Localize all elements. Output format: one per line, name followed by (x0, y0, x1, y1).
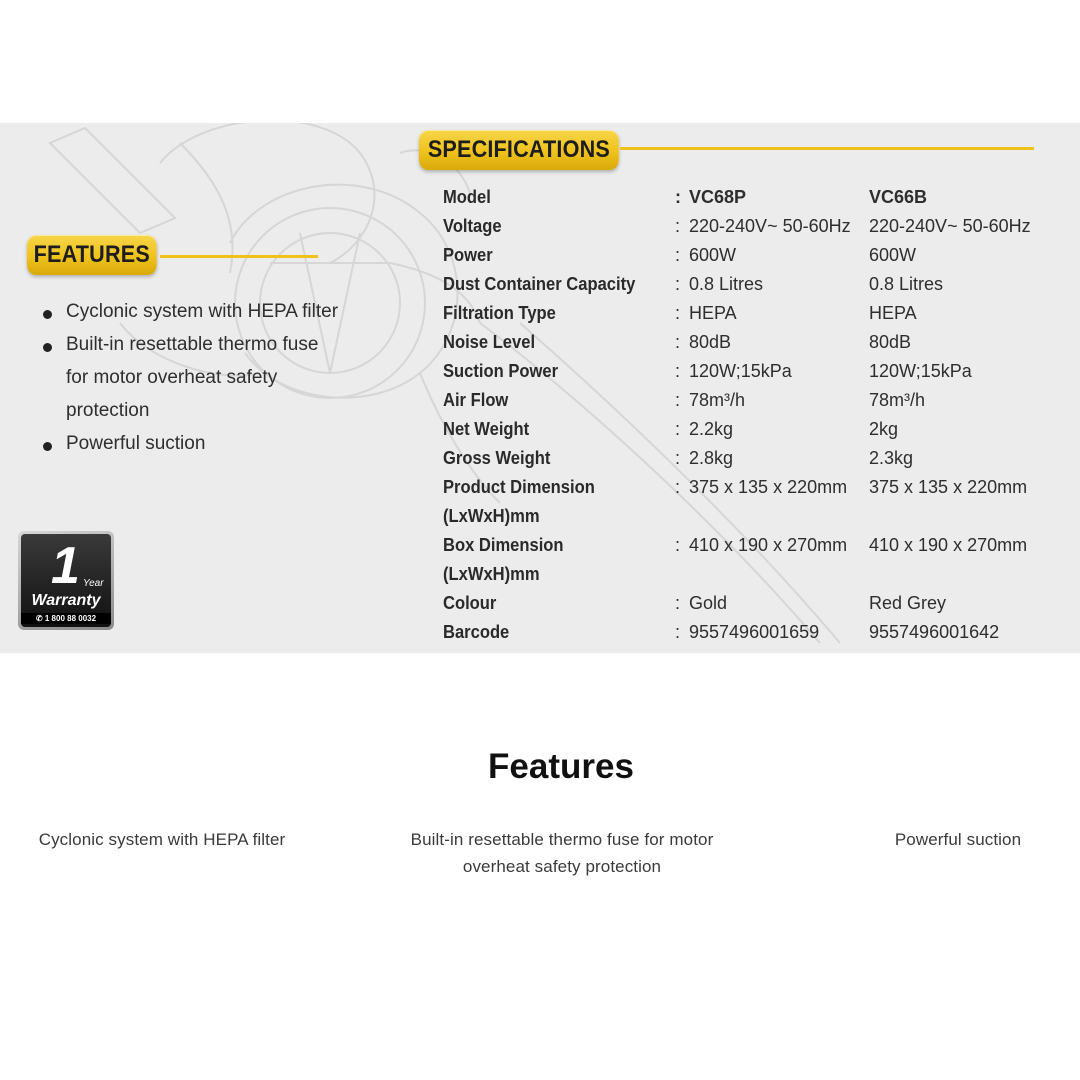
feature-column-cyclonic: Cyclonic system with HEPA filter (38, 830, 286, 849)
spec-value-vc66b: 2.3kg (869, 448, 914, 468)
spec-value-vc68p: HEPA (689, 303, 737, 323)
spec-label: Power (443, 245, 493, 265)
spec-label: Box Dimension (LxWxH)mm (443, 535, 564, 584)
spec-value-vc68p: VC68P (689, 187, 747, 207)
warranty-phone-number: 1 800 88 0032 (44, 614, 97, 623)
warranty-phone (21, 613, 111, 624)
spec-value-vc68p: 375 x 135 x 220mm (689, 477, 848, 497)
spec-row-model (443, 183, 1069, 212)
spec-value-vc66b: VC66B (869, 187, 928, 207)
features-divider (160, 255, 318, 258)
spec-value-vc68p: 220-240V~ 50-60Hz (689, 216, 851, 236)
warranty-label: Warranty (31, 592, 101, 609)
warranty-number: 1 (51, 537, 80, 595)
phone-icon: ✆ (35, 614, 43, 623)
spec-value-vc68p: Gold (689, 593, 728, 613)
specifications-table (443, 183, 1069, 647)
spec-row-net-weight (443, 415, 1069, 444)
spec-row-noise (443, 328, 1069, 357)
spec-value-vc68p: 2.2kg (689, 419, 734, 439)
spec-label: Dust Container Capacity (443, 274, 636, 294)
spec-row-voltage (443, 212, 1069, 241)
spec-value-vc68p: 600W (689, 245, 737, 265)
spec-colon: : (675, 593, 681, 613)
spec-value-vc66b: 2kg (869, 419, 899, 439)
spec-label: Air Flow (443, 390, 509, 410)
features-list (40, 295, 340, 460)
features-list-item: Powerful suction (40, 427, 340, 460)
spec-label: Suction Power (443, 361, 559, 381)
spec-value-vc68p: 78m³/h (689, 390, 746, 410)
spec-value-vc68p: 2.8kg (689, 448, 734, 468)
spec-label: Model (443, 187, 491, 207)
spec-value-vc68p: 0.8 Litres (689, 274, 764, 294)
spec-value-vc68p: 410 x 190 x 270mm (689, 535, 848, 555)
spec-row-dust-capacity (443, 270, 1069, 299)
spec-row-product-dimension (443, 473, 1069, 531)
spec-value-vc66b: 78m³/h (869, 390, 926, 410)
spec-row-gross-weight (443, 444, 1069, 473)
spec-value-vc68p: 9557496001659 (689, 622, 820, 642)
spec-colon: : (675, 303, 681, 323)
spec-row-colour (443, 589, 1069, 618)
specifications-divider (620, 147, 1034, 150)
spec-value-vc66b: 120W;15kPa (869, 361, 972, 381)
spec-value-vc66b: Red Grey (869, 593, 947, 613)
spec-value-vc66b: 0.8 Litres (869, 274, 944, 294)
spec-label: Product Dimension (LxWxH)mm (443, 477, 595, 526)
spec-colon: : (675, 419, 681, 439)
spec-value-vc66b: 9557496001642 (869, 622, 1000, 642)
spec-row-air-flow (443, 386, 1069, 415)
spec-label: Colour (443, 593, 497, 613)
spec-colon: : (675, 622, 681, 642)
warranty-badge (18, 531, 114, 630)
feature-column-suction: Powerful suction (894, 830, 1022, 849)
specifications-heading: SPECIFICATIONS (419, 130, 619, 170)
spec-row-suction (443, 357, 1069, 386)
feature-column-thermo-fuse: Built-in resettable thermo fuse for motor overheat safety protection (410, 830, 714, 876)
warranty-unit: Year (83, 578, 104, 589)
spec-colon: : (675, 274, 681, 294)
spec-row-filtration (443, 299, 1069, 328)
spec-value-vc66b: 600W (869, 245, 917, 265)
spec-colon: : (675, 390, 681, 410)
spec-colon: : (675, 245, 681, 265)
specifications-panel (0, 123, 1080, 653)
spec-label: Noise Level (443, 332, 536, 352)
spec-value-vc66b: 410 x 190 x 270mm (869, 535, 1028, 555)
spec-row-barcode (443, 618, 1069, 647)
spec-colon: : (675, 216, 681, 236)
features-list-item: Built-in resettable thermo fuse for motor overheat safety protection (40, 328, 340, 427)
spec-label: Voltage (443, 216, 502, 236)
spec-colon: : (675, 448, 681, 468)
spec-colon: : (675, 332, 681, 352)
spec-label: Net Weight (443, 419, 530, 439)
spec-label: Gross Weight (443, 448, 551, 468)
features-section-title: Features (488, 747, 634, 786)
spec-label: Filtration Type (443, 303, 556, 323)
spec-value-vc66b: 220-240V~ 50-60Hz (869, 216, 1031, 236)
spec-value-vc66b: 375 x 135 x 220mm (869, 477, 1028, 497)
spec-value-vc66b: HEPA (869, 303, 917, 323)
spec-value-vc68p: 80dB (689, 332, 732, 352)
spec-colon: : (675, 477, 681, 497)
features-list-item: Cyclonic system with HEPA filter (40, 295, 340, 328)
spec-colon: : (675, 361, 681, 381)
spec-row-box-dimension (443, 531, 1069, 589)
spec-value-vc66b: 80dB (869, 332, 912, 352)
spec-colon: : (675, 187, 681, 207)
features-heading: FEATURES (27, 235, 157, 275)
spec-row-power (443, 241, 1069, 270)
spec-label: Barcode (443, 622, 510, 642)
spec-value-vc68p: 120W;15kPa (689, 361, 792, 381)
spec-colon: : (675, 535, 681, 555)
